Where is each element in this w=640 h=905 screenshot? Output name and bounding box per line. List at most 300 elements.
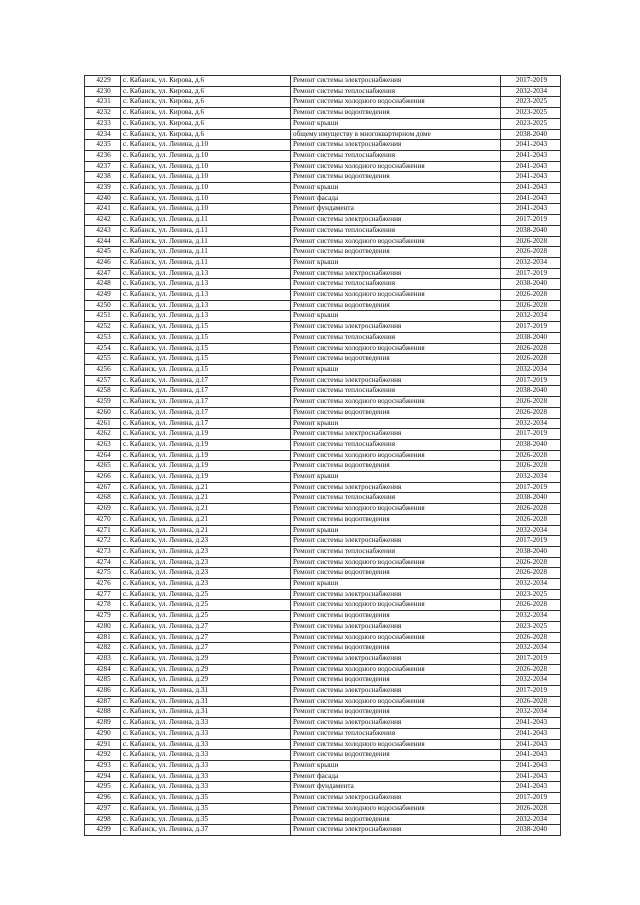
address-cell: с. Кабанск, ул. Ленина, д.33 — [121, 750, 291, 761]
address-cell: с. Кабанск, ул. Ленина, д.33 — [121, 718, 291, 729]
work-type-cell: Ремонт системы холодного водоснабжения — [291, 504, 501, 515]
address-cell: с. Кабанск, ул. Ленина, д.19 — [121, 429, 291, 440]
work-type-cell: Ремонт системы электроснабжения — [291, 76, 501, 87]
table-body — [85, 76, 561, 836]
table-row — [85, 247, 561, 258]
period-cell: 2026-2028 — [501, 407, 561, 418]
row-number: 4263 — [85, 439, 121, 450]
address-cell: с. Кабанск, ул. Ленина, д.19 — [121, 439, 291, 450]
period-cell: 2041-2043 — [501, 771, 561, 782]
row-number: 4249 — [85, 290, 121, 301]
row-number: 4248 — [85, 279, 121, 290]
table-row — [85, 257, 561, 268]
row-number: 4276 — [85, 579, 121, 590]
table-row — [85, 140, 561, 151]
table-row — [85, 364, 561, 375]
work-type-cell: Ремонт системы теплоснабжения — [291, 546, 501, 557]
row-number: 4232 — [85, 108, 121, 119]
work-type-cell: Ремонт системы электроснабжения — [291, 686, 501, 697]
period-cell: 2041-2043 — [501, 161, 561, 172]
period-cell: 2038-2040 — [501, 279, 561, 290]
address-cell: с. Кабанск, ул. Ленина, д.11 — [121, 215, 291, 226]
period-cell: 2026-2028 — [501, 696, 561, 707]
row-number: 4255 — [85, 354, 121, 365]
row-number: 4256 — [85, 364, 121, 375]
row-number: 4278 — [85, 600, 121, 611]
period-cell: 2023-2025 — [501, 621, 561, 632]
table-row — [85, 621, 561, 632]
work-type-cell: Ремонт системы теплоснабжения — [291, 439, 501, 450]
work-type-cell: Ремонт крыши — [291, 472, 501, 483]
row-number: 4292 — [85, 750, 121, 761]
table-row — [85, 311, 561, 322]
work-type-cell: Ремонт системы теплоснабжения — [291, 386, 501, 397]
row-number: 4298 — [85, 814, 121, 825]
address-cell: с. Кабанск, ул. Ленина, д.10 — [121, 183, 291, 194]
address-cell: с. Кабанск, ул. Ленина, д.13 — [121, 290, 291, 301]
row-number: 4254 — [85, 343, 121, 354]
period-cell: 2026-2028 — [501, 664, 561, 675]
row-number: 4260 — [85, 407, 121, 418]
table-row — [85, 589, 561, 600]
table-row — [85, 568, 561, 579]
table-row — [85, 472, 561, 483]
address-cell: с. Кабанск, ул. Ленина, д.11 — [121, 236, 291, 247]
table-row — [85, 686, 561, 697]
row-number: 4239 — [85, 183, 121, 194]
period-cell: 2023-2025 — [501, 589, 561, 600]
address-cell: с. Кабанск, ул. Ленина, д.21 — [121, 482, 291, 493]
work-type-cell: Ремонт системы электроснабжения — [291, 322, 501, 333]
work-type-cell: Ремонт системы теплоснабжения — [291, 332, 501, 343]
table-row — [85, 632, 561, 643]
work-type-cell: Ремонт системы холодного водоснабжения — [291, 450, 501, 461]
address-cell: с. Кабанск, ул. Ленина, д.17 — [121, 397, 291, 408]
period-cell: 2026-2028 — [501, 300, 561, 311]
table-row — [85, 375, 561, 386]
row-number: 4269 — [85, 504, 121, 515]
period-cell: 2032-2034 — [501, 364, 561, 375]
table-row — [85, 536, 561, 547]
table-row — [85, 825, 561, 836]
work-type-cell: Ремонт системы холодного водоснабжения — [291, 803, 501, 814]
row-number: 4236 — [85, 150, 121, 161]
work-type-cell: Ремонт системы водоотведения — [291, 568, 501, 579]
row-number: 4265 — [85, 461, 121, 472]
table-row — [85, 675, 561, 686]
table-row — [85, 450, 561, 461]
address-cell: с. Кабанск, ул. Ленина, д.23 — [121, 536, 291, 547]
row-number: 4294 — [85, 771, 121, 782]
period-cell: 2038-2040 — [501, 546, 561, 557]
row-number: 4250 — [85, 300, 121, 311]
table-row — [85, 76, 561, 87]
row-number: 4244 — [85, 236, 121, 247]
work-type-cell: Ремонт системы холодного водоснабжения — [291, 632, 501, 643]
period-cell: 2032-2034 — [501, 675, 561, 686]
work-type-cell: Ремонт системы водоотведения — [291, 172, 501, 183]
address-cell: с. Кабанск, ул. Ленина, д.13 — [121, 279, 291, 290]
period-cell: 2038-2040 — [501, 129, 561, 140]
row-number: 4286 — [85, 686, 121, 697]
table-row — [85, 407, 561, 418]
period-cell: 2026-2028 — [501, 803, 561, 814]
work-type-cell: Ремонт системы водоотведения — [291, 750, 501, 761]
period-cell: 2026-2028 — [501, 247, 561, 258]
period-cell: 2038-2040 — [501, 332, 561, 343]
row-number: 4230 — [85, 86, 121, 97]
table-row — [85, 86, 561, 97]
row-number: 4290 — [85, 728, 121, 739]
address-cell: с. Кабанск, ул. Ленина, д.23 — [121, 579, 291, 590]
table-row — [85, 482, 561, 493]
table-row — [85, 204, 561, 215]
row-number: 4283 — [85, 653, 121, 664]
table-row — [85, 504, 561, 515]
row-number: 4287 — [85, 696, 121, 707]
address-cell: с. Кабанск, ул. Ленина, д.27 — [121, 621, 291, 632]
period-cell: 2041-2043 — [501, 728, 561, 739]
work-type-cell: Ремонт системы электроснабжения — [291, 793, 501, 804]
work-type-cell: Ремонт системы электроснабжения — [291, 375, 501, 386]
row-number: 4288 — [85, 707, 121, 718]
row-number: 4234 — [85, 129, 121, 140]
period-cell: 2026-2028 — [501, 354, 561, 365]
period-cell: 2041-2043 — [501, 782, 561, 793]
table-row — [85, 418, 561, 429]
address-cell: с. Кабанск, ул. Ленина, д.33 — [121, 782, 291, 793]
table-row — [85, 750, 561, 761]
row-number: 4251 — [85, 311, 121, 322]
table-row — [85, 386, 561, 397]
address-cell: с. Кабанск, ул. Ленина, д.35 — [121, 814, 291, 825]
period-cell: 2026-2028 — [501, 343, 561, 354]
work-type-cell: Ремонт системы холодного водоснабжения — [291, 739, 501, 750]
work-type-cell: Ремонт крыши — [291, 311, 501, 322]
row-number: 4277 — [85, 589, 121, 600]
row-number: 4245 — [85, 247, 121, 258]
table-row — [85, 579, 561, 590]
address-cell: с. Кабанск, ул. Ленина, д.27 — [121, 643, 291, 654]
table-row — [85, 611, 561, 622]
row-number: 4262 — [85, 429, 121, 440]
address-cell: с. Кабанск, ул. Ленина, д.10 — [121, 193, 291, 204]
row-number: 4272 — [85, 536, 121, 547]
address-cell: с. Кабанск, ул. Ленина, д.17 — [121, 418, 291, 429]
address-cell: с. Кабанск, ул. Кирова, д.6 — [121, 108, 291, 119]
period-cell: 2032-2034 — [501, 472, 561, 483]
period-cell: 2038-2040 — [501, 825, 561, 836]
address-cell: с. Кабанск, ул. Ленина, д.29 — [121, 653, 291, 664]
period-cell: 2041-2043 — [501, 761, 561, 772]
table-row — [85, 653, 561, 664]
row-number: 4253 — [85, 332, 121, 343]
row-number: 4268 — [85, 493, 121, 504]
work-type-cell: Ремонт системы теплоснабжения — [291, 150, 501, 161]
work-type-cell: Ремонт системы теплоснабжения — [291, 728, 501, 739]
row-number: 4266 — [85, 472, 121, 483]
work-type-cell: Ремонт системы холодного водоснабжения — [291, 97, 501, 108]
address-cell: с. Кабанск, ул. Ленина, д.17 — [121, 407, 291, 418]
table-row — [85, 118, 561, 129]
work-type-cell: Ремонт фундамента — [291, 782, 501, 793]
row-number: 4259 — [85, 397, 121, 408]
period-cell: 2041-2043 — [501, 739, 561, 750]
table-row — [85, 97, 561, 108]
period-cell: 2017-2019 — [501, 268, 561, 279]
period-cell: 2032-2034 — [501, 814, 561, 825]
address-cell: с. Кабанск, ул. Ленина, д.15 — [121, 364, 291, 375]
row-number: 4242 — [85, 215, 121, 226]
address-cell: с. Кабанск, ул. Ленина, д.19 — [121, 461, 291, 472]
address-cell: с. Кабанск, ул. Ленина, д.23 — [121, 557, 291, 568]
table-row — [85, 397, 561, 408]
period-cell: 2032-2034 — [501, 707, 561, 718]
period-cell: 2032-2034 — [501, 257, 561, 268]
table-row — [85, 739, 561, 750]
work-type-cell: Ремонт крыши — [291, 183, 501, 194]
work-type-cell: Ремонт системы электроснабжения — [291, 825, 501, 836]
address-cell: с. Кабанск, ул. Ленина, д.23 — [121, 546, 291, 557]
table-row — [85, 290, 561, 301]
row-number: 4280 — [85, 621, 121, 632]
row-number: 4267 — [85, 482, 121, 493]
work-type-cell: Ремонт крыши — [291, 418, 501, 429]
row-number: 4279 — [85, 611, 121, 622]
address-cell: с. Кабанск, ул. Ленина, д.15 — [121, 332, 291, 343]
table-row — [85, 332, 561, 343]
address-cell: с. Кабанск, ул. Кирова, д.6 — [121, 86, 291, 97]
row-number: 4275 — [85, 568, 121, 579]
address-cell: с. Кабанск, ул. Ленина, д.33 — [121, 761, 291, 772]
address-cell: с. Кабанск, ул. Ленина, д.13 — [121, 268, 291, 279]
table-row — [85, 236, 561, 247]
table-row — [85, 782, 561, 793]
work-type-cell: Ремонт системы теплоснабжения — [291, 493, 501, 504]
work-type-cell: Ремонт фундамента — [291, 204, 501, 215]
address-cell: с. Кабанск, ул. Ленина, д.15 — [121, 354, 291, 365]
period-cell: 2023-2025 — [501, 118, 561, 129]
table-row — [85, 761, 561, 772]
row-number: 4258 — [85, 386, 121, 397]
period-cell: 2026-2028 — [501, 632, 561, 643]
table-row — [85, 728, 561, 739]
period-cell: 2038-2040 — [501, 493, 561, 504]
address-cell: с. Кабанск, ул. Ленина, д.19 — [121, 472, 291, 483]
table-row — [85, 279, 561, 290]
row-number: 4289 — [85, 718, 121, 729]
address-cell: с. Кабанск, ул. Кирова, д.6 — [121, 118, 291, 129]
period-cell: 2026-2028 — [501, 461, 561, 472]
table-row — [85, 215, 561, 226]
address-cell: с. Кабанск, ул. Ленина, д.13 — [121, 311, 291, 322]
work-type-cell: Ремонт системы холодного водоснабжения — [291, 343, 501, 354]
period-cell: 2041-2043 — [501, 718, 561, 729]
period-cell: 2032-2034 — [501, 418, 561, 429]
table-row — [85, 300, 561, 311]
row-number: 4293 — [85, 761, 121, 772]
row-number: 4271 — [85, 525, 121, 536]
period-cell: 2038-2040 — [501, 386, 561, 397]
address-cell: с. Кабанск, ул. Ленина, д.21 — [121, 514, 291, 525]
row-number: 4246 — [85, 257, 121, 268]
table-row — [85, 557, 561, 568]
work-type-cell: Ремонт крыши — [291, 579, 501, 590]
period-cell: 2026-2028 — [501, 290, 561, 301]
address-cell: с. Кабанск, ул. Ленина, д.10 — [121, 161, 291, 172]
work-type-cell: Ремонт системы холодного водоснабжения — [291, 557, 501, 568]
period-cell: 2032-2034 — [501, 579, 561, 590]
work-type-cell: Ремонт системы холодного водоснабжения — [291, 397, 501, 408]
work-type-cell: Ремонт системы холодного водоснабжения — [291, 664, 501, 675]
address-cell: с. Кабанск, ул. Ленина, д.15 — [121, 322, 291, 333]
address-cell: с. Кабанск, ул. Ленина, д.31 — [121, 686, 291, 697]
address-cell: с. Кабанск, ул. Ленина, д.11 — [121, 257, 291, 268]
table-row — [85, 718, 561, 729]
work-type-cell: Ремонт системы электроснабжения — [291, 268, 501, 279]
table-row — [85, 514, 561, 525]
work-type-cell: Ремонт крыши — [291, 525, 501, 536]
table-row — [85, 108, 561, 119]
address-cell: с. Кабанск, ул. Ленина, д.31 — [121, 696, 291, 707]
address-cell: с. Кабанск, ул. Ленина, д.25 — [121, 611, 291, 622]
work-type-cell: Ремонт системы электроснабжения — [291, 718, 501, 729]
table-row — [85, 150, 561, 161]
row-number: 4297 — [85, 803, 121, 814]
table-row — [85, 322, 561, 333]
table-row — [85, 429, 561, 440]
work-type-cell: Ремонт системы холодного водоснабжения — [291, 600, 501, 611]
address-cell: с. Кабанск, ул. Ленина, д.11 — [121, 225, 291, 236]
period-cell: 2026-2028 — [501, 504, 561, 515]
period-cell: 2026-2028 — [501, 450, 561, 461]
row-number: 4257 — [85, 375, 121, 386]
row-number: 4233 — [85, 118, 121, 129]
work-type-cell: общему имуществу в многоквартирном доме — [291, 129, 501, 140]
address-cell: с. Кабанск, ул. Ленина, д.33 — [121, 739, 291, 750]
table-row — [85, 225, 561, 236]
address-cell: с. Кабанск, ул. Ленина, д.23 — [121, 568, 291, 579]
period-cell: 2032-2034 — [501, 611, 561, 622]
work-type-cell: Ремонт системы теплоснабжения — [291, 86, 501, 97]
row-number: 4231 — [85, 97, 121, 108]
address-cell: с. Кабанск, ул. Ленина, д.13 — [121, 300, 291, 311]
work-type-cell: Ремонт системы водоотведения — [291, 675, 501, 686]
table-row — [85, 664, 561, 675]
period-cell: 2017-2019 — [501, 429, 561, 440]
row-number: 4252 — [85, 322, 121, 333]
work-type-cell: Ремонт системы водоотведения — [291, 611, 501, 622]
work-type-cell: Ремонт системы водоотведения — [291, 461, 501, 472]
period-cell: 2017-2019 — [501, 76, 561, 87]
table-row — [85, 696, 561, 707]
row-number: 4264 — [85, 450, 121, 461]
row-number: 4238 — [85, 172, 121, 183]
table-row — [85, 803, 561, 814]
table-row — [85, 461, 561, 472]
row-number: 4291 — [85, 739, 121, 750]
period-cell: 2017-2019 — [501, 482, 561, 493]
row-number: 4240 — [85, 193, 121, 204]
address-cell: с. Кабанск, ул. Ленина, д.11 — [121, 247, 291, 258]
address-cell: с. Кабанск, ул. Ленина, д.10 — [121, 204, 291, 215]
work-type-cell: Ремонт системы водоотведения — [291, 247, 501, 258]
period-cell: 2041-2043 — [501, 183, 561, 194]
table-row — [85, 354, 561, 365]
period-cell: 2041-2043 — [501, 172, 561, 183]
work-type-cell: Ремонт системы водоотведения — [291, 814, 501, 825]
work-type-cell: Ремонт системы водоотведения — [291, 407, 501, 418]
repair-schedule-table — [84, 75, 561, 836]
table-row — [85, 172, 561, 183]
address-cell: с. Кабанск, ул. Ленина, д.37 — [121, 825, 291, 836]
table-row — [85, 707, 561, 718]
table-row — [85, 600, 561, 611]
work-type-cell: Ремонт системы холодного водоснабжения — [291, 696, 501, 707]
work-type-cell: Ремонт системы холодного водоснабжения — [291, 161, 501, 172]
work-type-cell: Ремонт системы водоотведения — [291, 707, 501, 718]
address-cell: с. Кабанск, ул. Ленина, д.17 — [121, 386, 291, 397]
work-type-cell: Ремонт системы водоотведения — [291, 643, 501, 654]
table-row — [85, 493, 561, 504]
table-row — [85, 268, 561, 279]
period-cell: 2017-2019 — [501, 215, 561, 226]
table-row — [85, 193, 561, 204]
work-type-cell: Ремонт системы водоотведения — [291, 514, 501, 525]
row-number: 4273 — [85, 546, 121, 557]
work-type-cell: Ремонт системы электроснабжения — [291, 429, 501, 440]
address-cell: с. Кабанск, ул. Ленина, д.29 — [121, 664, 291, 675]
address-cell: с. Кабанск, ул. Кирова, д.6 — [121, 97, 291, 108]
address-cell: с. Кабанск, ул. Ленина, д.27 — [121, 632, 291, 643]
work-type-cell: Ремонт крыши — [291, 364, 501, 375]
period-cell: 2041-2043 — [501, 140, 561, 151]
period-cell: 2038-2040 — [501, 225, 561, 236]
address-cell: с. Кабанск, ул. Ленина, д.31 — [121, 707, 291, 718]
period-cell: 2017-2019 — [501, 686, 561, 697]
row-number: 4281 — [85, 632, 121, 643]
period-cell: 2041-2043 — [501, 193, 561, 204]
work-type-cell: Ремонт системы электроснабжения — [291, 653, 501, 664]
period-cell: 2026-2028 — [501, 568, 561, 579]
period-cell: 2032-2034 — [501, 86, 561, 97]
address-cell: с. Кабанск, ул. Кирова, д.6 — [121, 76, 291, 87]
address-cell: с. Кабанск, ул. Ленина, д.21 — [121, 525, 291, 536]
work-type-cell: Ремонт системы теплоснабжения — [291, 225, 501, 236]
address-cell: с. Кабанск, ул. Ленина, д.21 — [121, 493, 291, 504]
work-type-cell: Ремонт крыши — [291, 761, 501, 772]
work-type-cell: Ремонт системы электроснабжения — [291, 589, 501, 600]
period-cell: 2032-2034 — [501, 643, 561, 654]
period-cell: 2041-2043 — [501, 150, 561, 161]
work-type-cell: Ремонт системы холодного водоснабжения — [291, 236, 501, 247]
table-row — [85, 814, 561, 825]
work-type-cell: Ремонт системы водоотведения — [291, 108, 501, 119]
work-type-cell: Ремонт системы электроснабжения — [291, 621, 501, 632]
period-cell: 2023-2025 — [501, 108, 561, 119]
period-cell: 2026-2028 — [501, 557, 561, 568]
period-cell: 2032-2034 — [501, 311, 561, 322]
table-row — [85, 643, 561, 654]
period-cell: 2041-2043 — [501, 204, 561, 215]
address-cell: с. Кабанск, ул. Ленина, д.35 — [121, 803, 291, 814]
period-cell: 2017-2019 — [501, 536, 561, 547]
period-cell: 2026-2028 — [501, 514, 561, 525]
row-number: 4295 — [85, 782, 121, 793]
work-type-cell: Ремонт системы холодного водоснабжения — [291, 290, 501, 301]
address-cell: с. Кабанск, ул. Ленина, д.17 — [121, 375, 291, 386]
table-row — [85, 546, 561, 557]
